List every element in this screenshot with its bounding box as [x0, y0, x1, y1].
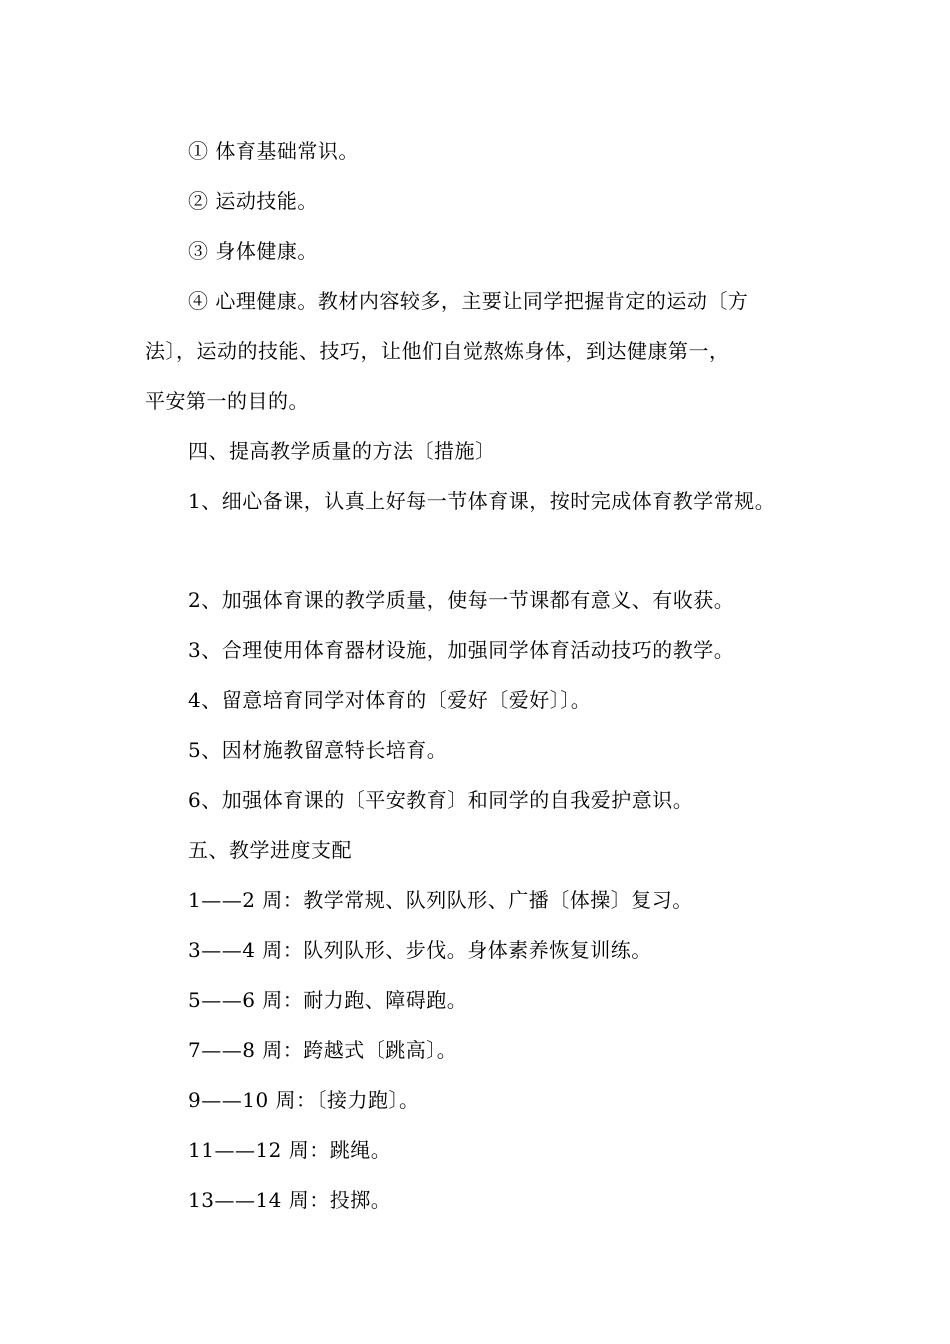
section-heading-schedule: 五、教学进度支配: [188, 838, 352, 862]
schedule-item-weeks-7-8: 7——8 周：跨越式〔跳高〕。: [188, 1038, 458, 1062]
paragraph-mental-health-line-2: 法〕，运动的技能、技巧，让他们自觉熬炼身体，到达健康第一，: [145, 339, 730, 363]
section-heading-quality-methods: 四、提高教学质量的方法〔措施〕: [188, 439, 496, 463]
method-item-1: 1、细心备课，认真上好每一节体育课，按时完成体育教学常规。: [188, 489, 776, 513]
method-item-6: 6、加强体育课的〔平安教育〕和同学的自我爱护意识。: [188, 788, 694, 812]
method-item-2: 2、加强体育课的教学质量，使每一节课都有意义、有收获。: [188, 588, 735, 612]
schedule-item-weeks-1-2: 1——2 周：教学常规、队列队形、广播〔体操〕复习。: [188, 888, 693, 912]
schedule-item-weeks-3-4: 3——4 周：队列队形、步伐。身体素养恢复训练。: [188, 938, 652, 962]
list-item-motor-skills: ② 运动技能。: [188, 189, 318, 213]
schedule-item-weeks-9-10: 9——10 周：〔接力跑〕。: [188, 1088, 420, 1112]
paragraph-mental-health-line-1: ④ 心理健康。教材内容较多，主要让同学把握肯定的运动〔方: [188, 289, 749, 313]
method-item-4: 4、留意培育同学对体育的〔爱好〔爱好〕〕。: [188, 688, 592, 712]
method-item-5: 5、因材施教留意特长培育。: [188, 738, 448, 762]
schedule-item-weeks-13-14: 13——14 周：投掷。: [188, 1188, 392, 1212]
schedule-item-weeks-11-12: 11——12 周：跳绳。: [188, 1138, 392, 1162]
list-item-basic-knowledge: ① 体育基础常识。: [188, 139, 359, 163]
schedule-item-weeks-5-6: 5——6 周：耐力跑、障碍跑。: [188, 988, 468, 1012]
paragraph-mental-health-line-3: 平安第一的目的。: [145, 389, 309, 413]
method-item-3: 3、合理使用体育器材设施，加强同学体育活动技巧的教学。: [188, 638, 735, 662]
list-item-physical-health: ③ 身体健康。: [188, 239, 318, 263]
